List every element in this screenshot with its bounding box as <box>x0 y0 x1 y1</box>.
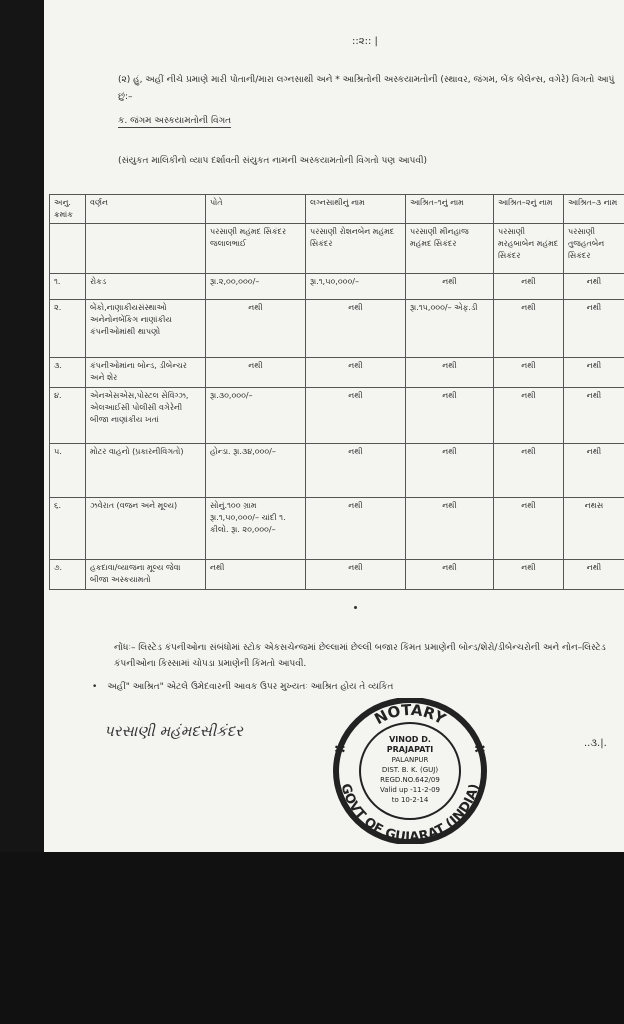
description-cell: રોકડ <box>86 274 206 300</box>
stamp-line: Valid up -11-2-09 <box>379 786 441 794</box>
movable-assets-table <box>49 194 624 590</box>
section-title: ક. જંગમ અસ્કયામતોની વિગત <box>118 116 232 126</box>
header-cell: આશ્રિત–૨નું નામ <box>494 195 564 224</box>
table-names-row <box>50 224 624 274</box>
name-cell: પરસાણી રોશનબેન મહંમદ સિકંદર <box>306 224 406 274</box>
stamp-line: to 10-2-14 <box>391 796 429 804</box>
description-cell: એનએસએસ,પોસ્ટલ સેવિંગ્ઝ, એલઆઈસી પોલીસી વગેરેની બીજા નાણાંકીય ખતાં <box>86 388 206 444</box>
value-cell: નથી <box>564 358 624 388</box>
table-row <box>50 498 624 560</box>
table-row <box>50 388 624 444</box>
value-cell: નથી <box>564 274 624 300</box>
signature: પરસાણી મહંમદસીકંદર <box>104 722 243 740</box>
table-header-row <box>50 195 624 224</box>
header-cell: લગ્નસાથીનું નામ <box>306 195 406 224</box>
value-cell: નથી <box>494 444 564 498</box>
stamp-line: DIST. B. K. (GUJ) <box>381 766 439 774</box>
serial-cell: ૧. <box>50 274 86 300</box>
document-page <box>44 0 624 852</box>
description-cell: મોટર વાહનો (પ્રકારનીવિગતો) <box>86 444 206 498</box>
stamp-star-icon: ✱ <box>334 742 346 758</box>
value-cell: નથસ <box>564 498 624 560</box>
name-cell: પરસાણી મહંમદ સિકંદર જલાલભાઈ <box>206 224 306 274</box>
table-row <box>50 560 624 590</box>
value-cell: નથી <box>564 560 624 590</box>
value-cell: હોન્ડા. રૂા.૩૪,૦૦૦/– <box>206 444 306 498</box>
name-cell: પરસાણી મરહબાબેન મહંમદ સિકંદર <box>494 224 564 274</box>
table-row <box>50 300 624 358</box>
serial-cell: ૨. <box>50 300 86 358</box>
value-cell: રૂા.૩૦,૦૦૦/– <box>206 388 306 444</box>
serial-cell: ૪. <box>50 388 86 444</box>
value-cell: નથી <box>406 560 494 590</box>
header-cell: અનુ. ક્રમાંક <box>50 195 86 224</box>
section-note: (સંયુકત માલિકીનો વ્યાપ દર્શાવતી સંયુકત નામની અસ્કયામતોની વિગતો પણ આપવી) <box>118 156 428 166</box>
stamp-line: PALANPUR <box>391 756 429 764</box>
value-cell: સોનું.૧૦૦ ગ્રામ રૂા.૧,૫૦,૦૦૦/– ચાંદી ૧. કીલો. રૂા. ૨૦,૦૦૦/– <box>206 498 306 560</box>
description-cell: બેંકો,નાણાકીયસંસ્થાઓ અનેનોનબેંકિગ નાણાંકીય કંપનીઓમાંથી થાપણો <box>86 300 206 358</box>
serial-cell: ૭. <box>50 560 86 590</box>
value-cell: નથી <box>494 388 564 444</box>
value-cell: નથી <box>406 388 494 444</box>
stamp-line: VINOD D. <box>389 735 431 744</box>
name-cell <box>50 224 86 274</box>
bullet-note-text: અહીં" આશ્રિત" એટલે ઉમેદવારની આવક ઉપર મુખ્યતઃ આશ્રિત હોય તે વ્યકિત <box>107 682 394 692</box>
header-cell: પોતે <box>206 195 306 224</box>
header-cell: આશ્રિત–૧નું નામ <box>406 195 494 224</box>
description-cell: ઝવેરાત (વજન અને મૂલ્ય) <box>86 498 206 560</box>
value-cell: નથી <box>494 358 564 388</box>
footnote: નોંધઃ– લિસ્ટેડ કંપનીઓના સંબંધોમાં સ્ટોક એકસચેન્જમાં છેલ્લામાં છેલ્લી બજાર કિંમત પ્રમાણેની બોન્ડ/શેરો/ડીબેન્ચરોની અને નોન–લિસ્ટેડ કંપનીઓના કિસ્સામાં ચોપડા પ્રમાણેની કિંમતો આપવી. <box>114 643 606 669</box>
value-cell: નથી <box>306 498 406 560</box>
next-page-number: ..૩.|. <box>584 738 607 749</box>
value-cell: નથી <box>406 444 494 498</box>
header-cell: આશ્રિત–૩ નામ <box>564 195 624 224</box>
intro-paragraph: (૨) હું, અહીં નીચે પ્રમાણે મારી પોતાની/મારા લગ્નસાથી અને * આશ્રિતોની અસ્કયામતોની (સ્થાવર, જંગમ, બેંક બેલેન્સ, વગેરે) વિગતો આપું છું:– <box>118 75 615 102</box>
serial-cell: ૩. <box>50 358 86 388</box>
value-cell: નથી <box>306 388 406 444</box>
bullet-icon: • <box>92 682 98 692</box>
value-cell: નથી <box>564 444 624 498</box>
value-cell: નથી <box>306 560 406 590</box>
serial-cell: ૫. <box>50 444 86 498</box>
speck-mark <box>354 606 357 609</box>
name-cell <box>86 224 206 274</box>
table-row <box>50 358 624 388</box>
stamp-line: PRAJAPATI <box>386 745 434 754</box>
value-cell: રૂા.૧,૫૦,૦૦૦/– <box>306 274 406 300</box>
value-cell: નથી <box>306 358 406 388</box>
value-cell: નથી <box>494 560 564 590</box>
stamp-bottom-text: GOVT OF GUJARAT (INDIA) <box>337 782 483 844</box>
table-row <box>50 444 624 498</box>
stamp-line: REGD.NO.642/09 <box>380 776 440 784</box>
stamp-star-icon: ✱ <box>474 742 486 758</box>
value-cell: નથી <box>406 498 494 560</box>
value-cell: નથી <box>406 274 494 300</box>
stamp-top-text: NOTARY <box>371 700 449 729</box>
table-row <box>50 274 624 300</box>
value-cell: રૂા.૧૫,૦૦૦/– એફ.ડી <box>406 300 494 358</box>
header-cell: વર્ણન <box>86 195 206 224</box>
value-cell: નથી <box>406 358 494 388</box>
value-cell: નથી <box>206 560 306 590</box>
value-cell: નથી <box>306 444 406 498</box>
name-cell: પરસાણી તુજહતબેન સિકંદર <box>564 224 624 274</box>
bullet-note <box>92 682 393 692</box>
value-cell: નથી <box>206 358 306 388</box>
page-number: ::૨:: | <box>352 36 378 47</box>
name-cell: પરસાણી મીનહાજ મહંમદ સિકંદર <box>406 224 494 274</box>
description-cell: કંપનીઓમાંના બોન્ડ, ડીબેન્ચર અને શેર <box>86 358 206 388</box>
value-cell: નથી <box>494 274 564 300</box>
scan-margin-bottom <box>0 852 624 1024</box>
value-cell: નથી <box>564 388 624 444</box>
value-cell: નથી <box>494 300 564 358</box>
value-cell: રૂા.૨,૦૦,૦૦૦/– <box>206 274 306 300</box>
notary-stamp <box>310 698 510 844</box>
value-cell: નથી <box>494 498 564 560</box>
description-cell: હકદાવા/વ્યાજના મૂલ્ય જેવા બીજા અસ્કયામતો <box>86 560 206 590</box>
value-cell: નથી <box>564 300 624 358</box>
serial-cell: ૬. <box>50 498 86 560</box>
value-cell: નથી <box>206 300 306 358</box>
value-cell: નથી <box>306 300 406 358</box>
